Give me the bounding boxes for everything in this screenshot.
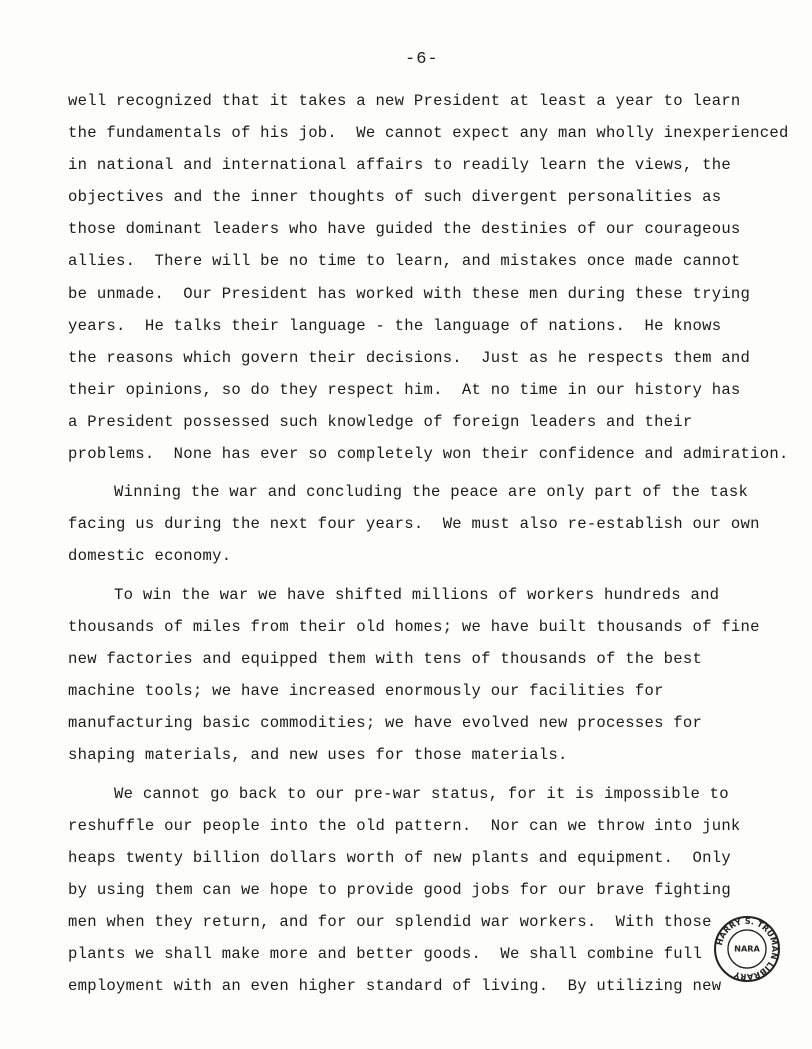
text-line: Winning the war and concluding the peace are only part of the task bbox=[114, 483, 749, 501]
text-line: well recognized that it takes a new President at least a year to learn bbox=[68, 92, 741, 110]
text-line: allies. There will be no time to learn, and mistakes once made cannot bbox=[68, 252, 741, 270]
text-line: problems. None has ever so completely won their confidence and admiration. bbox=[68, 445, 789, 463]
text-line: the reasons which govern their decisions. Just as he respects them and bbox=[68, 349, 751, 367]
page-number: -6- bbox=[405, 50, 439, 69]
text-line: in national and international affairs to readily learn the views, the bbox=[68, 156, 731, 174]
text-line: by using them can we hope to provide good jobs for our brave fighting bbox=[68, 881, 731, 899]
text-line: years. He talks their language - the language of nations. He knows bbox=[68, 317, 722, 335]
text-line: We cannot go back to our pre-war status, for it is impossible to bbox=[114, 785, 729, 803]
text-line: a President possessed such knowledge of foreign leaders and their bbox=[68, 413, 693, 431]
library-stamp-icon bbox=[713, 915, 781, 983]
stamp-center-text: NARA bbox=[734, 943, 760, 954]
stamp-ring-text: HARRY S. TRUMAN LIBRARY bbox=[714, 915, 781, 983]
text-line: be unmade. Our President has worked with these men during these trying bbox=[68, 285, 751, 303]
text-line: their opinions, so do they respect him. At no time in our history has bbox=[68, 381, 741, 399]
text-line: plants we shall make more and better goods. We shall combine full bbox=[68, 945, 703, 963]
text-line: those dominant leaders who have guided the destinies of our courageous bbox=[68, 220, 741, 238]
text-line: employment with an even higher standard of living. By utilizing new bbox=[68, 977, 722, 995]
text-line: the fundamentals of his job. We cannot expect any man wholly inexperienced bbox=[68, 124, 789, 142]
text-line: To win the war we have shifted millions of workers hundreds and bbox=[114, 586, 720, 604]
text-line: heaps twenty billion dollars worth of new plants and equipment. Only bbox=[68, 849, 731, 867]
text-line: men when they return, and for our splendid war workers. With those bbox=[68, 913, 712, 931]
text-line: machine tools; we have increased enormously our facilities for bbox=[68, 682, 664, 700]
text-line: domestic economy. bbox=[68, 547, 232, 565]
text-line: reshuffle our people into the old pattern. Nor can we throw into junk bbox=[68, 817, 741, 835]
text-line: facing us during the next four years. We must also re-establish our own bbox=[68, 515, 760, 533]
text-line: objectives and the inner thoughts of such divergent personalities as bbox=[68, 188, 722, 206]
text-line: manufacturing basic commodities; we have evolved new processes for bbox=[68, 714, 703, 732]
text-line: shaping materials, and new uses for those materials. bbox=[68, 746, 568, 764]
text-line: thousands of miles from their old homes; we have built thousands of fine bbox=[68, 618, 760, 636]
text-line: new factories and equipped them with tens of thousands of the best bbox=[68, 650, 703, 668]
